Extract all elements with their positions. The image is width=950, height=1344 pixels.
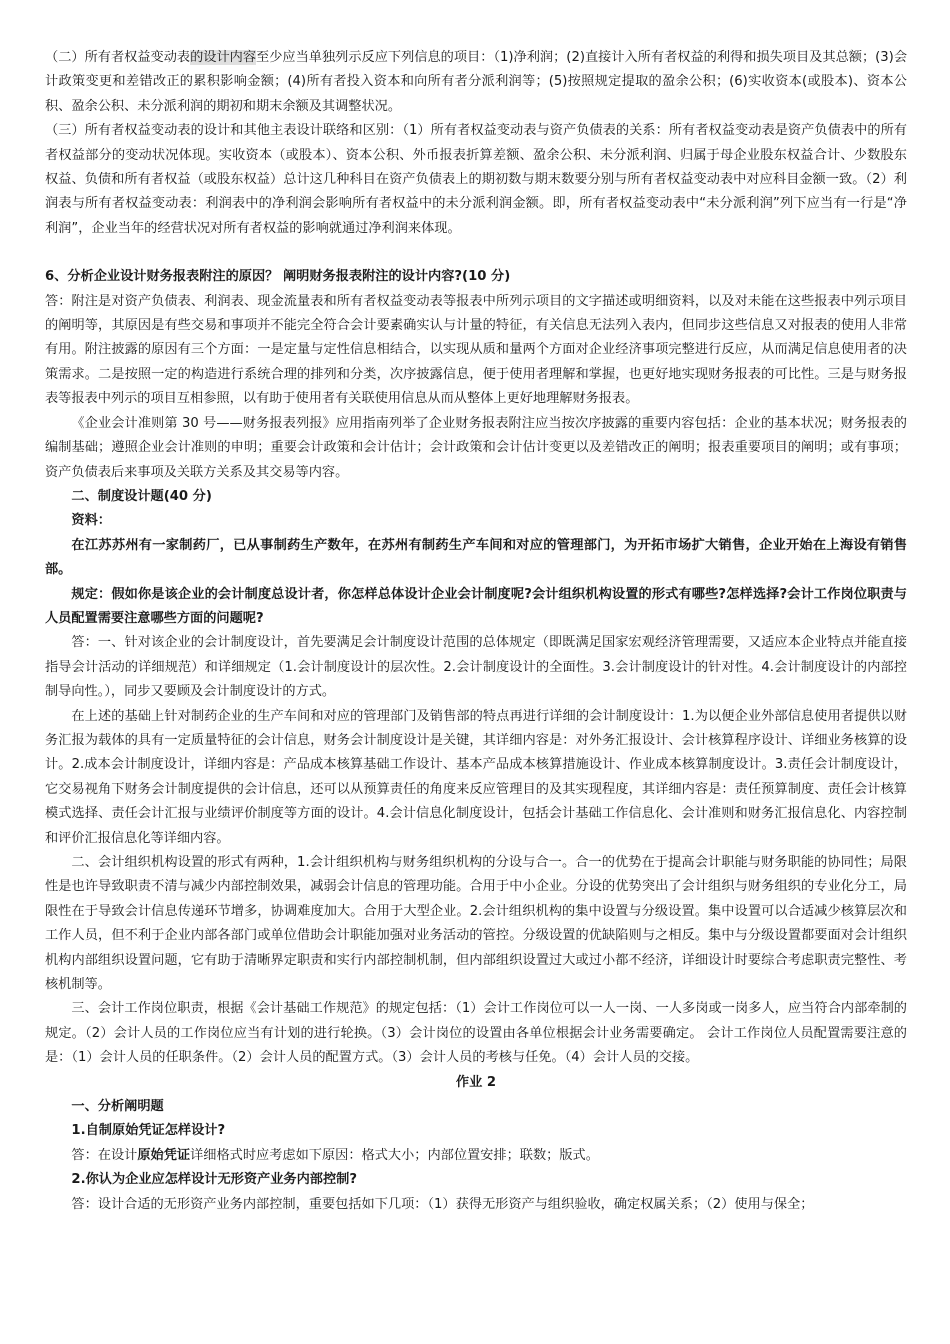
answer-1-rest: 详细格式时应考虑如下原因：格式大小；内部位置安排；联数；版式。 xyxy=(190,1147,599,1163)
homework-2-question-1: 1.自制原始凭证怎样设计? xyxy=(71,1123,226,1139)
answer-paragraph-3: 二、会计组织机构设置的形式有两种，1.会计组织机构与财务组织机构的分设与合一。合一的优势在于提高会计职能与财务职能的协同性；局限性是也许导致职责不清与减少内部控制效果，减弱会计信息的管理功能。合用于中小企业。分设的优势突出了会计组织与财务组织的专业化分工，局限性在于导致会计信息传递环节增多，协调难度加大。合用于大型企业。2.会计组织机构的集中设置与分级设置。集中设置可以合适减少核算层次和工作人员，但不利于企业内部各部门或单位借助会计职能加强对业务活动的管控。分级设置的优缺陷则与之相反。集中与分级设置都要面对会计组织机构内部组织设置问题，它有助于清晰界定职责和实行内部控制机制，但内部组织设置过大或过小都不经济，详细设计时要综合考虑职责完整性、考核机制等。 xyxy=(45,855,907,993)
document-page xyxy=(45,46,907,1217)
answer-1-bold-term: 原始凭证 xyxy=(137,1147,191,1163)
material-label: 资料： xyxy=(71,513,111,529)
highlighted-text: 的设计内容 xyxy=(190,50,257,65)
answer-paragraph-2: 在上述的基础上针对制药企业的生产车间和对应的管理部门及销售部的特点再进行详细的会计制度设计：1.为以便企业外部信息使用者提供以财务汇报为载体的具有一定质量特征的会计信息，财务会计制度设计是关键，其详细内容是：对外务汇报设计、会计核算程序设计、详细业务核算的设计。2.成本会计制度设计，详细内容是：产品成本核算基础工作设计、基本产品成本核算措施设计、作业成本核算制度设计。3.责任会计制度设计，它交易视角下财务会计制度提供的会计信息，还可以从预算责任的角度来反应管理目的及其实现程度，其详细内容是：责任预算制度、责任会计核算模式选择、责任会计汇报与业绩评价制度等方面的设计。4.会计信息化制度设计，包括会计基础工作信息化、会计准则和财务汇报信息化、内容控制和评价汇报信息化等详细内容。 xyxy=(45,708,907,846)
requirement-text: 规定：假如你是该企业的会计制度总设计者，你怎样总体设计企业会计制度呢?会计组织机构设置的形式有哪些?怎样选择?会计工作岗位职责与人员配置需要注意哪些方面的问题呢? xyxy=(45,586,907,626)
section-c-paragraph: （三）所有者权益变动表的设计和其他主表设计联络和区别：（1）所有者权益变动表与资产负债表的关系：所有者权益变动表是资产负债表中的所有者权益部分的变动状况体现。实收资本（或股本）、资本公积、外币报表折算差额、盈余公积、未分派利润、归属于母企业股东权益合计、少数股东权益、负债和所有者权益（或股东权益）总计这几种科目在资产负债表上的期初数与期末数要分别与所有者权益变动表中对应科目金额一致。（2）利润表与所有者权益变动表：利润表中的净利润会影响所有者权益中的未分派利润金额。即，所有者权益变动表中“未分派利润”列下应当有一行是“净利润”，企业当年的经营状况对所有者权益的影响就通过净利润来体现。 xyxy=(45,123,907,236)
spacer xyxy=(45,241,907,265)
question-6-title: 6、分析企业设计财务报表附注的原因？ 阐明财务报表附注的设计内容?(10 分) xyxy=(45,269,511,285)
homework-2-question-2: 2.你认为企业应怎样设计无形资产业务内部控制? xyxy=(71,1172,357,1188)
material-text: 在江苏苏州有一家制药厂，已从事制药生产数年，在苏州有制药生产车间和对应的管理部门，为开拓市场扩大销售，企业开始在上海设有销售部。 xyxy=(45,537,907,578)
homework-2-answer-2: 答：设计合适的无形资产业务内部控制，重要包括如下几项：（1）获得无形资产与组织验收，确定权属关系；（2）使用与保全； xyxy=(71,1196,814,1212)
section-b-paragraph xyxy=(45,46,907,119)
question-6-answer-2: 《企业会计准则第 30 号——财务报表列报》应用指南列举了企业财务报表附注应当按次序披露的重要内容包括：企业的基本状况；财务报表的编制基础；遵照企业会计准则的申明；重要会计政策和会计估计；会计政策和会计估计变更以及差错改正的阐明；报表重要项目的阐明；或有事项；资产负债表后来事项及关联方关系及其交易等内容。 xyxy=(45,415,907,480)
answer-paragraph-1: 答：一、针对该企业的会计制度设计，首先要满足会计制度设计范围的总体规定（即既满足国家宏观经济管理需要，又适应本企业特点并能直接指导会计活动的详细规范）和详细规定（1.会计制度设计的层次性。2.会计制度设计的全面性。3.会计制度设计的针对性。4.会计制度设计的内部控制导向性。），同步又要顾及会计制度设计的方式。 xyxy=(45,635,907,700)
homework-2-answer-1 xyxy=(45,1144,907,1168)
section-b-text-rest: 至少应当单独列示反应下列信息的项目：（1)净利润；(2)直接计入所有者权益的利得和损失项目及其总额；(3)会计政策变更和差错改正的累积影响金额；(4)所有者投入资本和向所有者分派利润等；(5)按照规定提取的盈余公积；(6)实收资本(或股本)、资本公积、盈余公积、未分派利润的期初和期末余额及其调整状况。 xyxy=(45,50,908,114)
answer-paragraph-4: 三、会计工作岗位职责，根据《会计基础工作规范》的规定包括：（1）会计工作岗位可以一人一岗、一人多岗或一岗多人，应当符合内部牵制的规定。（2）会计人员的工作岗位应当有计划的进行轮换。（3）会计岗位的设置由各单位根据会计业务需要确定。 会计工作岗位人员配置需要注意的是：（1）会计人员的任职条件。（2）会计人员的配置方式。（3）会计人员的考核与任免。（4）会计人员的交接。 xyxy=(45,1001,907,1066)
homework-2-title: 作业 2 xyxy=(455,1074,497,1090)
section-b-text-start: （二）所有者权益变动表 xyxy=(45,50,191,65)
part-2-title: 二、制度设计题(40 分) xyxy=(71,488,212,504)
answer-1-prefix: 答：在设计 xyxy=(71,1147,138,1163)
homework-2-section-1: 一、分析阐明题 xyxy=(71,1099,164,1115)
question-6-answer-1: 答：附注是对资产负债表、利润表、现金流量表和所有者权益变动表等报表中所列示项目的文字描述或明细资料，以及对未能在这些报表中列示项目的阐明等，其原因是有些交易和事项并不能完全符合会计要素确实认与计量的特征，有关信息无法列入表内，但同步这些信息又对报表的使用人非常有用。附注披露的原因有三个方面：一是定量与定性信息相结合，以实现从质和量两个方面对企业经济事项完整进行反应，从而满足信息使用者的决策需求。二是按照一定的构造进行系统合理的排列和分类，次序披露信息，便于使用者理解和掌握，也更好地实现财务报表的可比性。三是与财务报表等报表中列示的项目互相参照，以有助于使用者有关联使用信息从而从整体上更好地理解财务报表。 xyxy=(45,293,907,407)
